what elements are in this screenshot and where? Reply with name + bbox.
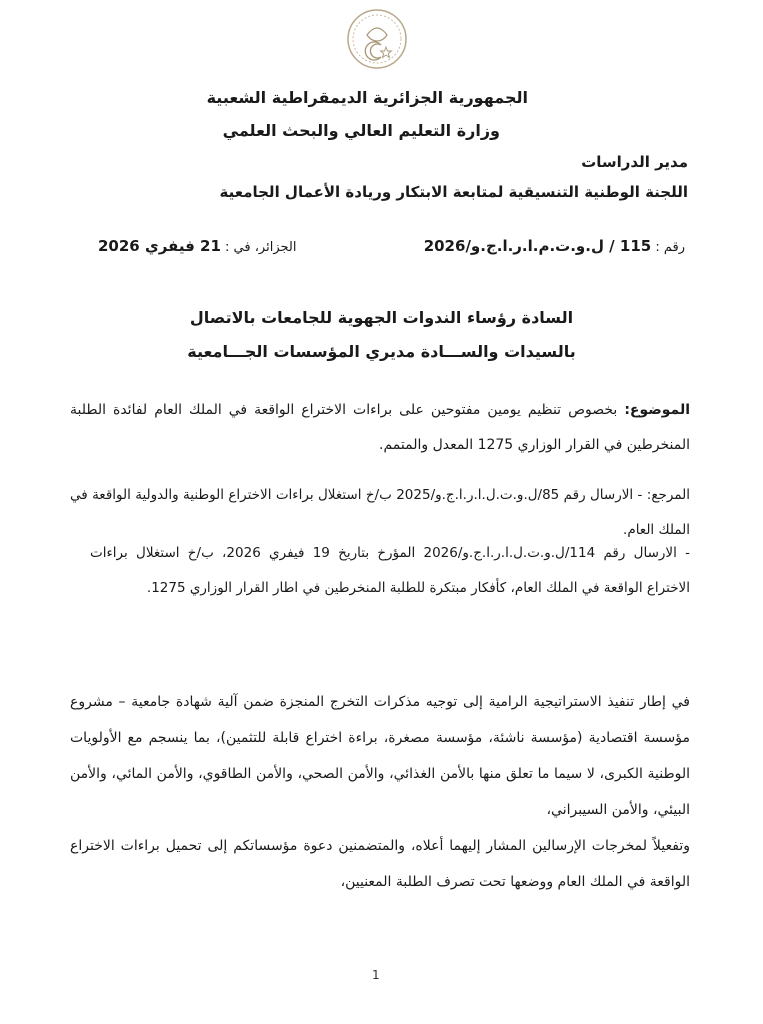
reference-label: رقم : bbox=[655, 240, 685, 255]
committee-title: اللجنة الوطنية التنسيقية لمتابعة الابتكار وريادة الأعمال الجامعية bbox=[219, 183, 688, 201]
ministry-title: وزارة التعليم العالي والبحث العلمي bbox=[222, 121, 500, 140]
reference-value: 115 / ل.و.ت.م.ا.ر.ا.ج.و/2026 bbox=[423, 237, 652, 255]
addressee-line-1: السادة رؤساء الندوات الجهوية للجامعات بالاتصال bbox=[189, 308, 574, 327]
body-paragraph-2: وتفعيلاً لمخرجات الإرسالين المشار إليهما أعلاه، والمتضمنين دعوة مؤسساتكم إلى تحميل براءات الاختراع الواقعة في الملك العام ووضعها تحت تصرف الطلبة المعنيين، bbox=[70, 838, 690, 890]
subject-text: بخصوص تنظيم يومين مفتوحين على براءات الاختراع الواقعة في الملك العام لفائدة الطلبة المنخرطين في القرار الوزاري 1275 المعدل والمتمم. bbox=[70, 402, 690, 453]
body-paragraph-1: في إطار تنفيذ الاستراتيجية الرامية إلى توجيه مذكرات التخرج المنجزة ضمن آلية شهادة جامعية – مشروع مؤسسة اقتصادية (مؤسسة ناشئة، مؤسسة مصغرة، براءة اختراع قابلة للتثمين)، بما ينسجم مع الأولويات الوطنية الكبرى، لا سيما ما تعلق منها بالأمن الغذائي، والأمن الصحي، والأمن الطاقوي، والأمن المائي، والأمن البيئي، والأمن السيبراني، bbox=[70, 694, 690, 818]
page-number: 1 bbox=[372, 968, 380, 982]
subject bbox=[70, 393, 690, 463]
subject-label: الموضوع: bbox=[624, 402, 690, 418]
references-label: المرجع: bbox=[646, 487, 690, 503]
date-place: الجزائر، في : bbox=[225, 240, 297, 255]
department-title: مدير الدراسات bbox=[581, 153, 688, 171]
date-value: 21 فيفري 2026 bbox=[98, 237, 221, 255]
reference-item: - الارسال رقم 85/ل.و.ت.ل.ا.ر.ا.ج.و/2025 ب/خ استغلال براءات الاختراع الوطنية والدولية الواقعة في الملك العام. bbox=[70, 487, 690, 538]
body-text bbox=[70, 684, 690, 900]
algeria-emblem-icon bbox=[345, 7, 409, 71]
addressee-line-2: بالسيدات والســـادة مديري المؤسسات الجـــامعية bbox=[187, 342, 576, 361]
reference-number bbox=[424, 237, 685, 255]
document-date bbox=[98, 237, 296, 255]
country-title: الجمهورية الجزائرية الديمقراطية الشعبية bbox=[206, 88, 528, 107]
reference-item: - الارسال رقم 114/ل.و.ت.ل.ا.ر.ا.ج.و/2026 المؤرخ بتاريخ 19 فيفري 2026، ب/خ استغلال براءات الاختراع الواقعة في الملك العام، كأفكار مبتكرة للطلبة المنخرطين في اطار القرار الوزاري 1275. bbox=[90, 545, 691, 596]
